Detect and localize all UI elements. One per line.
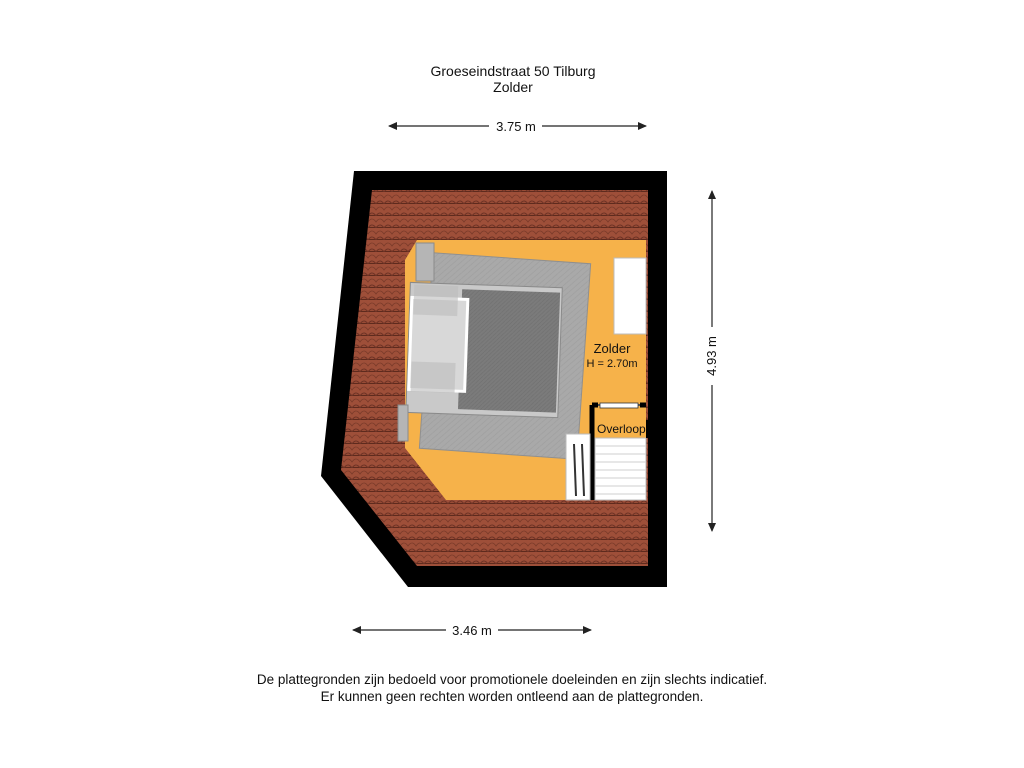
double-bed: [406, 282, 562, 417]
dimension-right-height: [704, 190, 719, 532]
room-height-zolder: H = 2.70m: [586, 358, 638, 370]
room-name-zolder: Zolder: [593, 341, 631, 356]
disclaimer-line-2: Er kunnen geen rechten worden ontleend aan de plattegronden.: [320, 689, 704, 704]
dimension-right-label: 4.93 m: [704, 336, 719, 376]
stair-railing: [566, 434, 590, 500]
dimension-top-label: 3.75 m: [496, 119, 536, 134]
room-name-overloop: Overloop: [597, 422, 646, 436]
dimension-bottom-width: [352, 623, 592, 638]
nightstand-top: [416, 243, 434, 281]
nightstand-bottom: [398, 405, 408, 441]
dimension-top-width: [388, 119, 647, 134]
dimension-bottom-label: 3.46 m: [452, 623, 492, 638]
plan-address-title: Groeseindstraat 50 Tilburg: [430, 63, 596, 79]
cabinet: [614, 258, 646, 334]
landing-door-frame: [600, 403, 638, 408]
staircase: [595, 438, 646, 500]
disclaimer-line-1: De plattegronden zijn bedoeld voor promotionele doeleinden en zijn slechts indicatief.: [256, 672, 768, 687]
plan-floor-title: Zolder: [493, 79, 533, 95]
